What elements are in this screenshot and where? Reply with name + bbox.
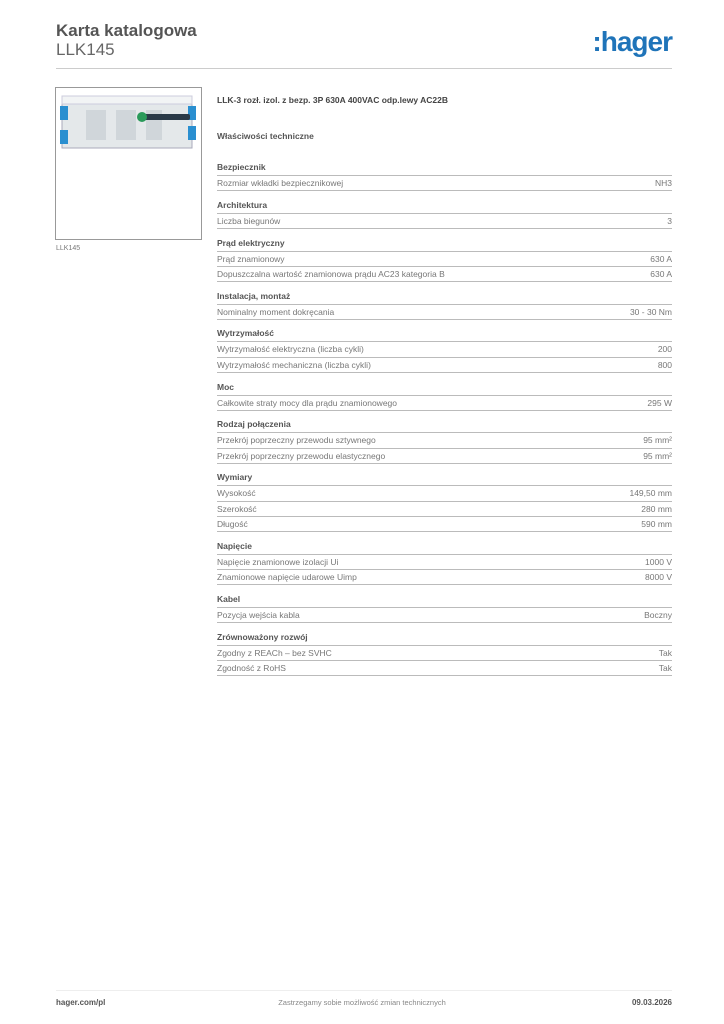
spec-value: 8000 V: [645, 572, 672, 583]
spec-row: [217, 449, 672, 464]
section-heading: Moc: [217, 380, 672, 396]
footer-divider: [56, 990, 672, 991]
section-heading: Zrównoważony rozwój: [217, 630, 672, 646]
spec-sections: [217, 160, 672, 676]
document-title: Karta katalogowa: [56, 21, 197, 40]
properties-heading: Właściwości techniczne: [217, 131, 314, 141]
spec-value: 95 mm²: [643, 435, 672, 446]
spec-section: [217, 326, 672, 373]
spec-value: Tak: [658, 647, 672, 658]
hager-logo: :hager: [592, 26, 672, 57]
spec-row: [217, 252, 672, 267]
spec-label: Dopuszczalna wartość znamionowa prądu AC23 kategoria B: [217, 268, 445, 279]
spec-label: Znamionowe napięcie udarowe Uimp: [217, 572, 357, 583]
spec-row: [217, 555, 672, 570]
spec-value: 200: [657, 344, 672, 355]
spec-section: [217, 470, 672, 532]
product-code: LLK145: [56, 40, 115, 59]
spec-value: Tak: [658, 663, 672, 674]
spec-value: 800: [657, 359, 672, 370]
spec-label: Szerokość: [217, 503, 257, 514]
spec-row: [217, 502, 672, 517]
spec-row: [217, 305, 672, 320]
section-heading: Architektura: [217, 198, 672, 214]
spec-label: Przekrój poprzeczny przewodu elastycznego: [217, 450, 386, 461]
spec-section: [217, 592, 672, 623]
spec-value: 590 mm: [641, 519, 672, 530]
header-divider: [56, 68, 672, 69]
spec-value: 630 A: [650, 268, 672, 279]
product-title: LLK-3 rozł. izol. z bezp. 3P 630A 400VAC odp.lewy AC22B: [217, 95, 448, 105]
spec-row: [217, 517, 672, 532]
spec-section: [217, 380, 672, 411]
spec-value: Boczny: [644, 609, 672, 620]
spec-value: 30 - 30 Nm: [629, 306, 672, 317]
spec-section: [217, 160, 672, 191]
section-heading: Rodzaj połączenia: [217, 417, 672, 433]
spec-value: 149,50 mm: [629, 488, 672, 499]
spec-value: 3: [667, 215, 672, 226]
footer-website-link[interactable]: hager.com/pl: [56, 998, 106, 1007]
spec-label: Zgodny z REACh – bez SVHC: [217, 647, 332, 658]
spec-value: 1000 V: [645, 556, 672, 567]
section-heading: Napięcie: [217, 539, 672, 555]
spec-row: [217, 396, 672, 411]
spec-row: [217, 646, 672, 661]
spec-row: [217, 176, 672, 191]
image-caption: LLK145: [56, 245, 81, 252]
spec-section: [217, 236, 672, 283]
spec-row: [217, 661, 672, 676]
section-heading: Kabel: [217, 592, 672, 608]
spec-row: [217, 608, 672, 623]
spec-label: Prąd znamionowy: [217, 253, 285, 264]
spec-label: Liczba biegunów: [217, 215, 281, 226]
section-heading: Wymiary: [217, 470, 672, 486]
spec-label: Długość: [217, 519, 248, 530]
spec-label: Wysokość: [217, 488, 256, 499]
product-details: [217, 95, 672, 683]
spec-label: Zgodność z RoHS: [217, 663, 286, 674]
spec-value: 295 W: [647, 397, 672, 408]
footer-date: 09.03.2026: [631, 998, 672, 1007]
section-heading: Prąd elektryczny: [217, 236, 672, 252]
spec-label: Rozmiar wkładki bezpiecznikowej: [217, 178, 344, 188]
spec-label: Pozycja wejścia kabla: [217, 609, 300, 620]
footer-disclaimer: Zastrzegamy sobie możliwość zmian technicznych: [278, 998, 446, 1007]
spec-label: Wytrzymałość mechaniczna (liczba cykli): [217, 359, 371, 370]
spec-label: Całkowite straty mocy dla prądu znamionowego: [217, 397, 398, 408]
section-heading: Instalacja, montaż: [217, 289, 672, 305]
spec-value: NH3: [654, 178, 672, 188]
spec-label: Przekrój poprzeczny przewodu sztywnego: [217, 435, 376, 446]
spec-row: [217, 342, 672, 357]
spec-row: [217, 214, 672, 229]
spec-section: [217, 289, 672, 320]
spec-row: [217, 358, 672, 373]
spec-section: [217, 630, 672, 677]
switch-disconnector-illustration: [56, 88, 201, 239]
spec-section: [217, 539, 672, 586]
spec-row: [217, 433, 672, 448]
spec-section: [217, 417, 672, 464]
section-heading: Bezpiecznik: [217, 160, 672, 176]
spec-value: 280 mm: [641, 503, 672, 514]
spec-label: Wytrzymałość elektryczna (liczba cykli): [217, 344, 364, 355]
spec-row: [217, 486, 672, 501]
product-image: [55, 87, 202, 240]
spec-value: 630 A: [650, 253, 672, 264]
spec-row: [217, 570, 672, 585]
section-heading: Wytrzymałość: [217, 326, 672, 342]
spec-label: Napięcie znamionowe izolacji Ui: [217, 556, 339, 567]
spec-value: 95 mm²: [643, 450, 672, 461]
spec-row: [217, 267, 672, 282]
spec-section: [217, 198, 672, 229]
spec-label: Nominalny moment dokręcania: [217, 306, 335, 317]
